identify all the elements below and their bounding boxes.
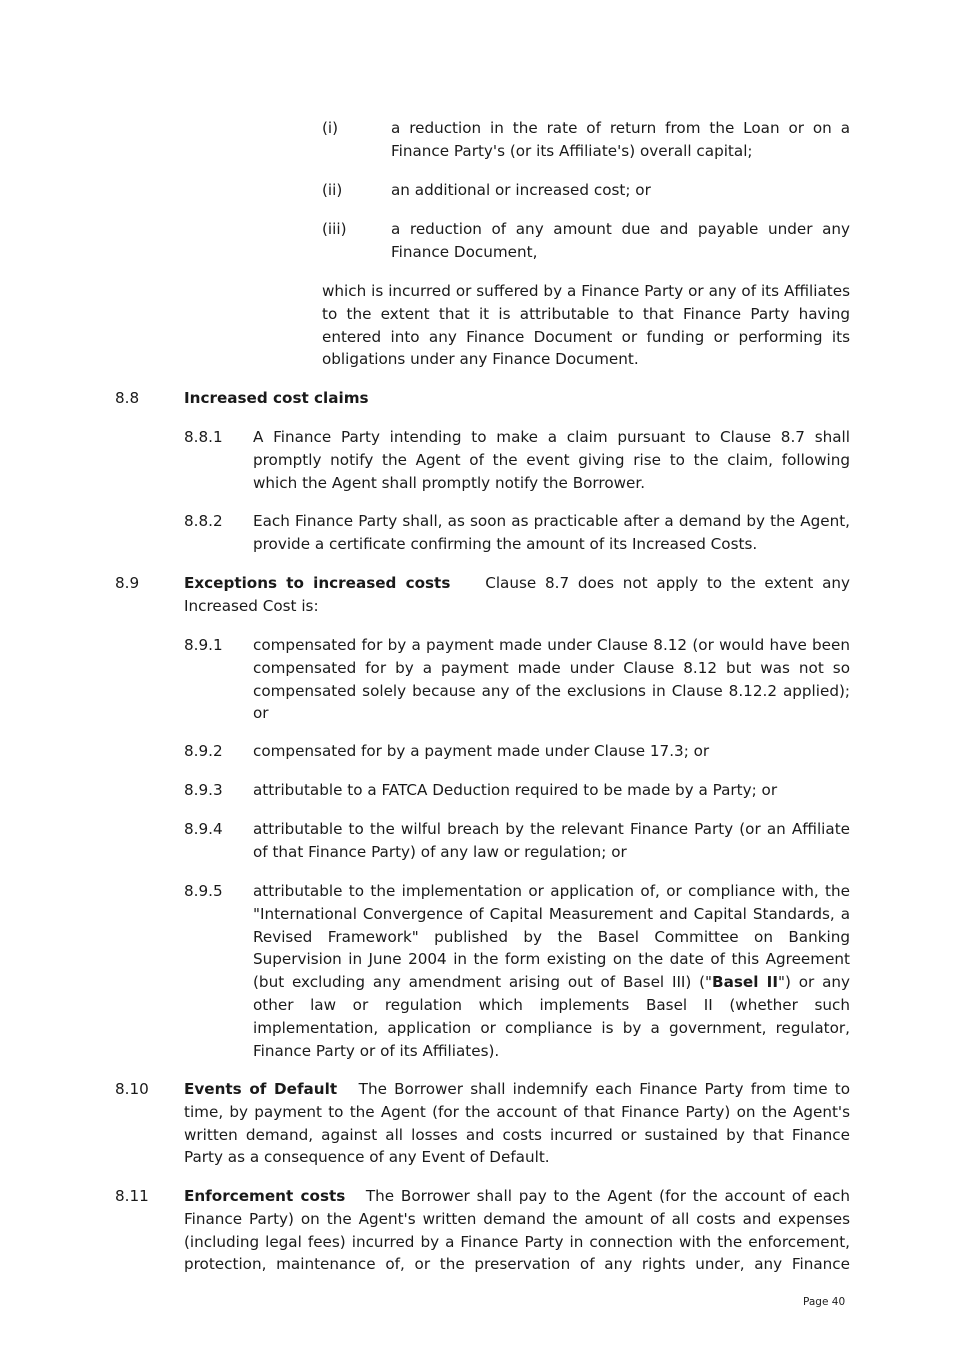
clause-number: 8.10	[115, 1080, 149, 1098]
subclause-text: A Finance Party intending to make a claim pursuant to Clause 8.7 shall promptly notify the Agent of the event giving rise to the claim, following which the Agent shall promptly notify the Borrower.	[253, 428, 850, 492]
list-item-number: (i)	[322, 119, 339, 137]
list-item-text: a reduction in the rate of return from the Loan or on a Finance Party's (or its Affiliate's) overall capital;	[391, 119, 850, 160]
clause-heading: Enforcement costs	[184, 1187, 346, 1205]
subclause-text: compensated for by a payment made under Clause 17.3; or	[253, 742, 710, 760]
clause-number: 8.8	[115, 389, 140, 407]
clause-heading: Events of Default	[184, 1080, 338, 1098]
clause-number: 8.11	[115, 1187, 149, 1205]
subclause-text: attributable to the wilful breach by the relevant Finance Party (or an Affiliate of that Finance Party) of any law or regulation; or	[253, 820, 850, 861]
continuation-paragraph: which is incurred or suffered by a Finance Party or any of its Affiliates to the extent that it is attributable to that Finance Party having entered into any Finance Document or funding or performing its obligations under any Finance Document.	[322, 282, 850, 369]
clause-text: The Borrower shall pay to the Agent (for the account of each Finance Party) on the Agent's written demand the amount of all costs and expenses (including legal fees) incurred by a Finance Party in connection with the enforcement, protection, maintenance of, or the preservation of any rights under, any Finance	[184, 1187, 850, 1274]
subclause-text: Each Finance Party shall, as soon as practicable after a demand by the Agent, provide a certificate confirming the amount of its Increased Costs.	[253, 512, 850, 553]
subclause-text: compensated for by a payment made under Clause 8.12 (or would have been compensated for by a payment made under Clause 8.12 but was not so compensated solely because any of the exclusions in Clause 8.12.2 applied); or	[253, 636, 850, 723]
clause-heading: Exceptions to increased costs	[184, 574, 451, 592]
clause-text: The Borrower shall indemnify each Finance Party from time to time, by payment to the Agent (for the account of that Finance Party) on the Agent's written demand, against all losses and costs incurred or sustained by that Finance Party as a consequence of any Event of Default.	[184, 1080, 850, 1167]
subclause-number: 8.9.4	[184, 820, 223, 838]
list-item-text: an additional or increased cost; or	[391, 181, 651, 199]
subclause-number: 8.9.2	[184, 742, 223, 760]
subclause-number: 8.8.1	[184, 428, 223, 446]
clause-paragraph	[184, 572, 850, 618]
subclause-number: 8.9.5	[184, 882, 223, 900]
clause-paragraph	[184, 1185, 850, 1276]
defined-term: Basel II	[712, 973, 778, 992]
subclause-text: attributable to a FATCA Deduction required to be made by a Party; or	[253, 781, 778, 799]
page-number: Page 40	[803, 1296, 846, 1308]
subclause-number: 8.8.2	[184, 512, 223, 530]
list-item-number: (ii)	[322, 181, 343, 199]
list-item-text: a reduction of any amount due and payable under any Finance Document,	[391, 220, 850, 261]
subclause-number: 8.9.3	[184, 781, 223, 799]
clause-number: 8.9	[115, 574, 140, 592]
subclause-text: attributable to the implementation or application of, or compliance with, the "International Convergence of Capital Measurement and Capital Standards, a Revised Framework" published by the Basel Committee on Banking Supervision in June 2004 in the form existing on the date of this Agreement (but excluding any amendment arising out of Basel III) ("Basel II") or any other law or regulation which implements Basel II (whether such implementation, application or compliance is by a government, regulator, Finance Party or of its Affiliates).	[253, 882, 850, 1060]
clause-intro: Clause 8.7 does not apply to the extent any Increased Cost is:	[184, 574, 851, 615]
clause-heading: Increased cost claims	[184, 389, 369, 407]
clause-paragraph	[184, 1078, 850, 1169]
subclause-number: 8.9.1	[184, 636, 223, 654]
list-item-number: (iii)	[322, 220, 347, 238]
